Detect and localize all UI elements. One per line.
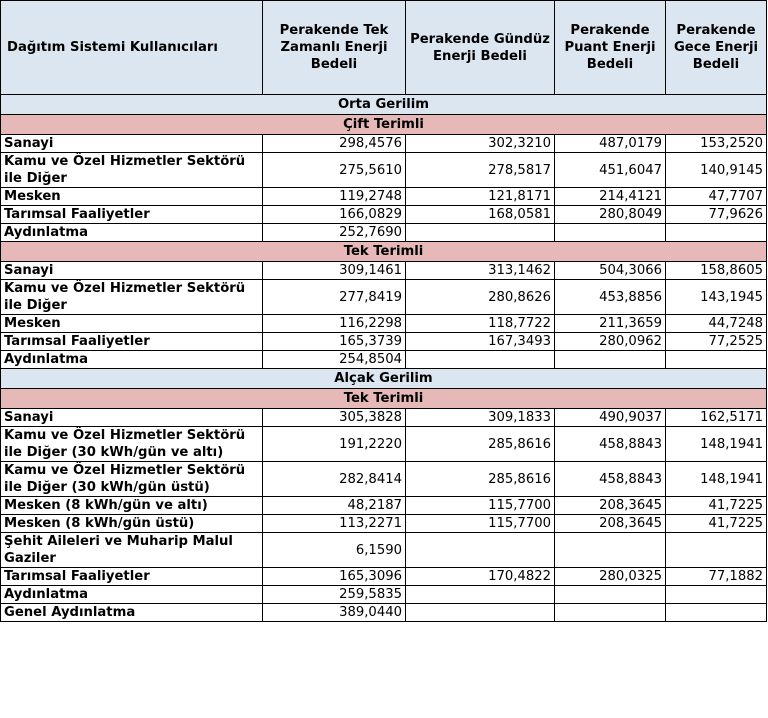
value-cell: 41,7225 bbox=[666, 515, 767, 533]
value-cell: 277,8419 bbox=[263, 280, 406, 315]
value-cell: 389,0440 bbox=[263, 604, 406, 622]
value-cell: 214,4121 bbox=[555, 188, 666, 206]
value-cell bbox=[666, 604, 767, 622]
value-cell bbox=[555, 224, 666, 242]
group-header-row bbox=[1, 389, 767, 409]
row-label: Tarımsal Faaliyetler bbox=[1, 206, 263, 224]
value-cell: 302,3210 bbox=[406, 135, 555, 153]
row-label: Kamu ve Özel Hizmetler Sektörü ile Diğer bbox=[1, 153, 263, 188]
value-cell: 48,2187 bbox=[263, 497, 406, 515]
group-title: Tek Terimli bbox=[1, 242, 767, 262]
table-row bbox=[1, 497, 767, 515]
value-cell bbox=[666, 351, 767, 369]
value-cell: 280,0325 bbox=[555, 568, 666, 586]
value-cell: 298,4576 bbox=[263, 135, 406, 153]
table-row bbox=[1, 586, 767, 604]
table-row bbox=[1, 153, 767, 188]
row-label: Mesken bbox=[1, 315, 263, 333]
value-cell: 451,6047 bbox=[555, 153, 666, 188]
value-cell: 165,3096 bbox=[263, 568, 406, 586]
row-label: Tarımsal Faaliyetler bbox=[1, 333, 263, 351]
value-cell: 278,5817 bbox=[406, 153, 555, 188]
value-cell: 487,0179 bbox=[555, 135, 666, 153]
row-label: Şehit Aileleri ve Muharip Malul Gaziler bbox=[1, 533, 263, 568]
value-cell: 313,1462 bbox=[406, 262, 555, 280]
value-cell: 77,2525 bbox=[666, 333, 767, 351]
section-header-row bbox=[1, 369, 767, 389]
value-cell: 453,8856 bbox=[555, 280, 666, 315]
value-cell bbox=[666, 533, 767, 568]
value-cell: 208,3645 bbox=[555, 497, 666, 515]
header-day: Perakende Gündüz Enerji Bedeli bbox=[406, 1, 555, 95]
value-cell: 44,7248 bbox=[666, 315, 767, 333]
value-cell: 309,1833 bbox=[406, 409, 555, 427]
table-row bbox=[1, 280, 767, 315]
value-cell: 458,8843 bbox=[555, 427, 666, 462]
value-cell: 280,0962 bbox=[555, 333, 666, 351]
value-cell bbox=[406, 351, 555, 369]
value-cell: 148,1941 bbox=[666, 462, 767, 497]
value-cell: 490,9037 bbox=[555, 409, 666, 427]
value-cell: 162,5171 bbox=[666, 409, 767, 427]
value-cell: 254,8504 bbox=[263, 351, 406, 369]
value-cell bbox=[406, 604, 555, 622]
value-cell: 148,1941 bbox=[666, 427, 767, 462]
value-cell: 41,7225 bbox=[666, 497, 767, 515]
value-cell: 167,3493 bbox=[406, 333, 555, 351]
value-cell: 305,3828 bbox=[263, 409, 406, 427]
section-header-row bbox=[1, 95, 767, 115]
section-title: Orta Gerilim bbox=[1, 95, 767, 115]
value-cell bbox=[555, 351, 666, 369]
row-label: Aydınlatma bbox=[1, 224, 263, 242]
value-cell bbox=[406, 586, 555, 604]
table-row bbox=[1, 206, 767, 224]
header-users: Dağıtım Sistemi Kullanıcıları bbox=[1, 1, 263, 95]
header-peak: Perakende Puant Enerji Bedeli bbox=[555, 1, 666, 95]
value-cell bbox=[555, 533, 666, 568]
value-cell: 158,8605 bbox=[666, 262, 767, 280]
row-label: Kamu ve Özel Hizmetler Sektörü ile Diğer (30 kWh/gün ve altı) bbox=[1, 427, 263, 462]
group-title: Çift Terimli bbox=[1, 115, 767, 135]
value-cell bbox=[555, 604, 666, 622]
value-cell: 191,2220 bbox=[263, 427, 406, 462]
row-label: Mesken (8 kWh/gün üstü) bbox=[1, 515, 263, 533]
table-row bbox=[1, 188, 767, 206]
table-row bbox=[1, 568, 767, 586]
value-cell bbox=[406, 224, 555, 242]
value-cell: 77,9626 bbox=[666, 206, 767, 224]
row-label: Mesken bbox=[1, 188, 263, 206]
value-cell: 118,7722 bbox=[406, 315, 555, 333]
value-cell: 115,7700 bbox=[406, 515, 555, 533]
value-cell: 211,3659 bbox=[555, 315, 666, 333]
table-row bbox=[1, 409, 767, 427]
value-cell: 275,5610 bbox=[263, 153, 406, 188]
table-row bbox=[1, 351, 767, 369]
value-cell: 259,5835 bbox=[263, 586, 406, 604]
value-cell: 309,1461 bbox=[263, 262, 406, 280]
value-cell: 280,8049 bbox=[555, 206, 666, 224]
group-header-row bbox=[1, 242, 767, 262]
value-cell: 121,8171 bbox=[406, 188, 555, 206]
value-cell: 168,0581 bbox=[406, 206, 555, 224]
value-cell: 115,7700 bbox=[406, 497, 555, 515]
row-label: Aydınlatma bbox=[1, 351, 263, 369]
table-row bbox=[1, 262, 767, 280]
table-row bbox=[1, 604, 767, 622]
value-cell: 6,1590 bbox=[263, 533, 406, 568]
value-cell bbox=[666, 586, 767, 604]
row-label: Sanayi bbox=[1, 409, 263, 427]
table-row bbox=[1, 315, 767, 333]
row-label: Kamu ve Özel Hizmetler Sektörü ile Diğer bbox=[1, 280, 263, 315]
section-title: Alçak Gerilim bbox=[1, 369, 767, 389]
row-label: Genel Aydınlatma bbox=[1, 604, 263, 622]
value-cell: 153,2520 bbox=[666, 135, 767, 153]
table-row bbox=[1, 533, 767, 568]
value-cell: 113,2271 bbox=[263, 515, 406, 533]
header-row bbox=[1, 1, 767, 95]
value-cell: 282,8414 bbox=[263, 462, 406, 497]
row-label: Sanayi bbox=[1, 262, 263, 280]
group-title: Tek Terimli bbox=[1, 389, 767, 409]
value-cell: 285,8616 bbox=[406, 462, 555, 497]
row-label: Tarımsal Faaliyetler bbox=[1, 568, 263, 586]
value-cell: 165,3739 bbox=[263, 333, 406, 351]
value-cell: 140,9145 bbox=[666, 153, 767, 188]
value-cell: 77,1882 bbox=[666, 568, 767, 586]
row-label: Mesken (8 kWh/gün ve altı) bbox=[1, 497, 263, 515]
header-night: Perakende Gece Enerji Bedeli bbox=[666, 1, 767, 95]
table-row bbox=[1, 427, 767, 462]
value-cell: 143,1945 bbox=[666, 280, 767, 315]
value-cell: 280,8626 bbox=[406, 280, 555, 315]
table-body bbox=[1, 95, 767, 622]
row-label: Kamu ve Özel Hizmetler Sektörü ile Diğer (30 kWh/gün üstü) bbox=[1, 462, 263, 497]
value-cell: 208,3645 bbox=[555, 515, 666, 533]
value-cell bbox=[666, 224, 767, 242]
row-label: Aydınlatma bbox=[1, 586, 263, 604]
table-row bbox=[1, 333, 767, 351]
value-cell: 285,8616 bbox=[406, 427, 555, 462]
row-label: Sanayi bbox=[1, 135, 263, 153]
value-cell: 170,4822 bbox=[406, 568, 555, 586]
table-row bbox=[1, 135, 767, 153]
value-cell: 504,3066 bbox=[555, 262, 666, 280]
value-cell: 252,7690 bbox=[263, 224, 406, 242]
value-cell: 47,7707 bbox=[666, 188, 767, 206]
value-cell: 116,2298 bbox=[263, 315, 406, 333]
header-single-time: Perakende Tek Zamanlı Enerji Bedeli bbox=[263, 1, 406, 95]
value-cell bbox=[406, 533, 555, 568]
value-cell bbox=[555, 586, 666, 604]
table-row bbox=[1, 462, 767, 497]
table-row bbox=[1, 515, 767, 533]
value-cell: 119,2748 bbox=[263, 188, 406, 206]
group-header-row bbox=[1, 115, 767, 135]
table-row bbox=[1, 224, 767, 242]
value-cell: 458,8843 bbox=[555, 462, 666, 497]
value-cell: 166,0829 bbox=[263, 206, 406, 224]
